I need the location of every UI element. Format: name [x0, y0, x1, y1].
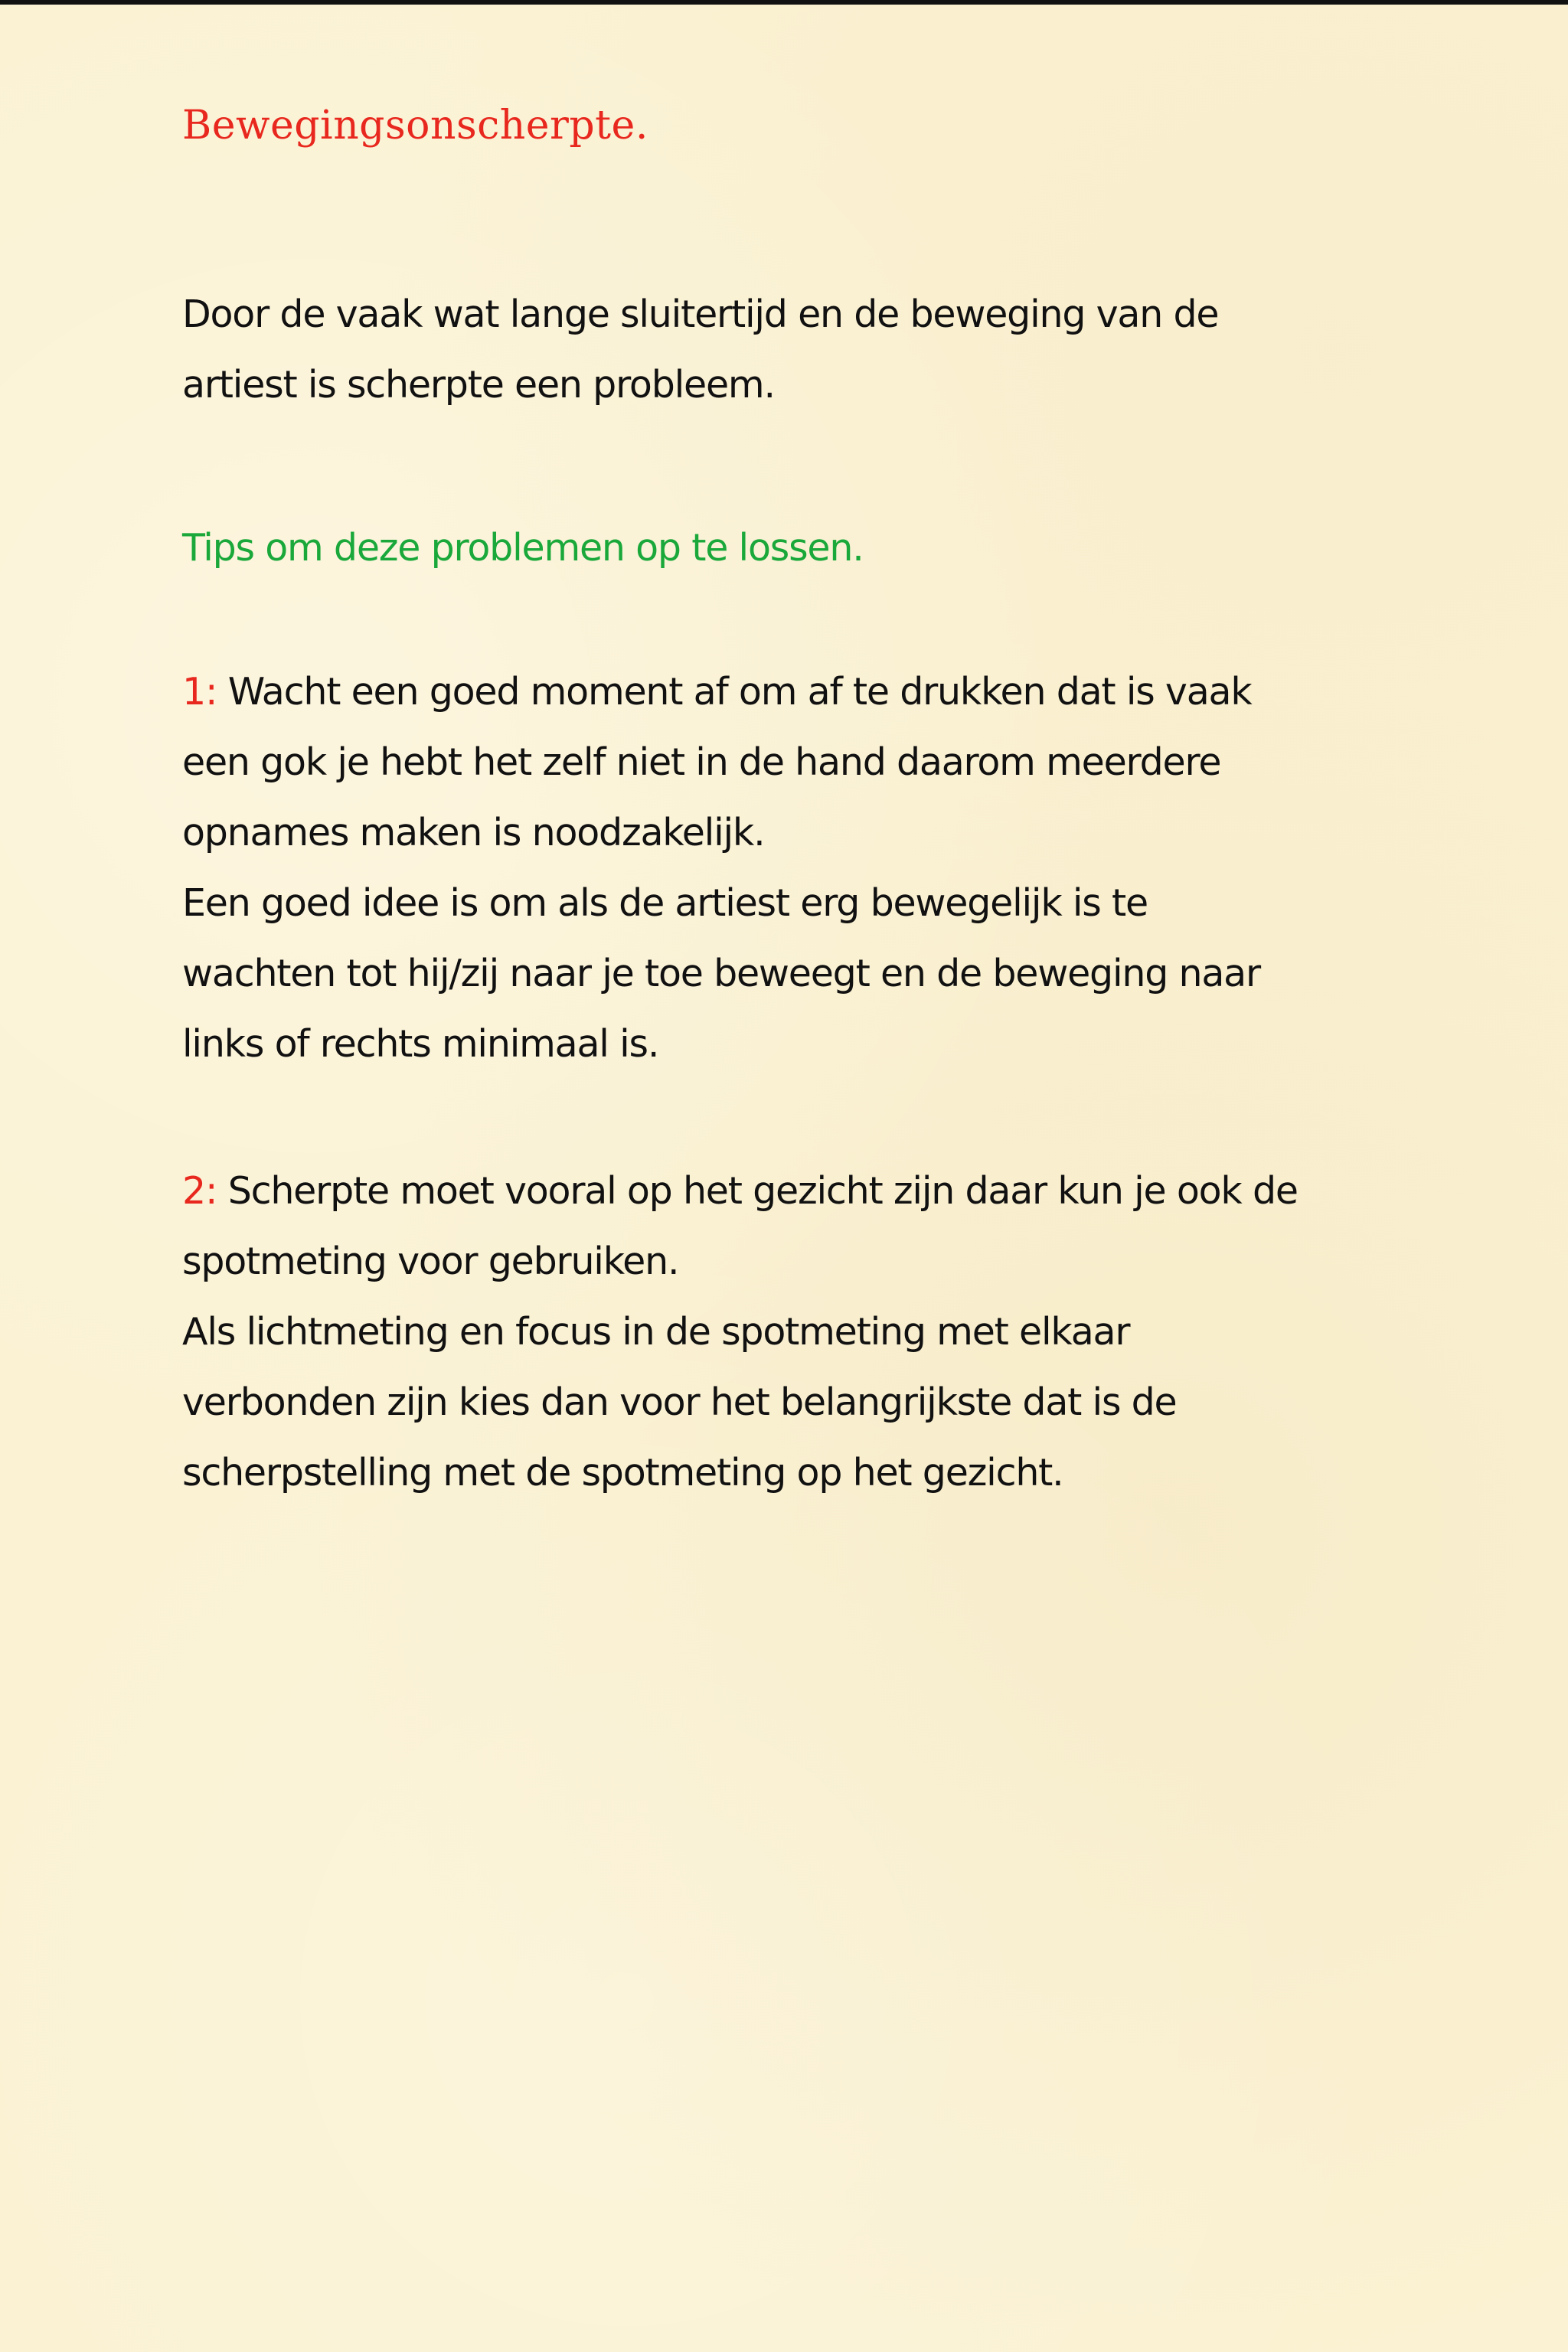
top-border-line [0, 0, 1568, 5]
tip-line-text: Scherpte moet vooral op het gezicht zijn daar kun je ook de [227, 1169, 1298, 1213]
tip-line: scherpstelling met de spotmeting op het gezicht. [182, 1451, 1063, 1494]
tip-line: wachten tot hij/zij naar je toe beweegt en de beweging naar [182, 952, 1260, 995]
intro-paragraph [182, 279, 1218, 420]
tips-heading: Tips om deze problemen op te lossen. [182, 526, 864, 570]
tip-line [182, 657, 1260, 727]
tip-line: verbonden zijn kies dan voor het belangrijkste dat is de [182, 1380, 1177, 1424]
tip-1-paragraph [182, 657, 1260, 1080]
tip-line: spotmeting voor gebruiken. [182, 1240, 679, 1283]
tip-line: een gok je hebt het zelf niet in de hand daarom meerdere [182, 740, 1221, 784]
tip-number: 1: [182, 670, 217, 714]
page-title: Bewegingsonscherpte. [182, 103, 648, 149]
intro-line: Door de vaak wat lange sluitertijd en de beweging van de [182, 292, 1219, 336]
tip-2-paragraph [182, 1156, 1298, 1508]
intro-line: artiest is scherpte een probleem. [182, 363, 775, 407]
tip-line: links of rechts minimaal is. [182, 1022, 659, 1066]
tip-line: Als lichtmeting en focus in de spotmeting met elkaar [182, 1310, 1130, 1354]
tip-number: 2: [182, 1169, 217, 1213]
tip-line [182, 1156, 1298, 1227]
tip-line: opnames maken is noodzakelijk. [182, 811, 765, 854]
tip-line-text: Wacht een goed moment af om af te drukken dat is vaak [227, 670, 1252, 714]
tip-line: Een goed idee is om als de artiest erg bewegelijk is te [182, 881, 1148, 925]
